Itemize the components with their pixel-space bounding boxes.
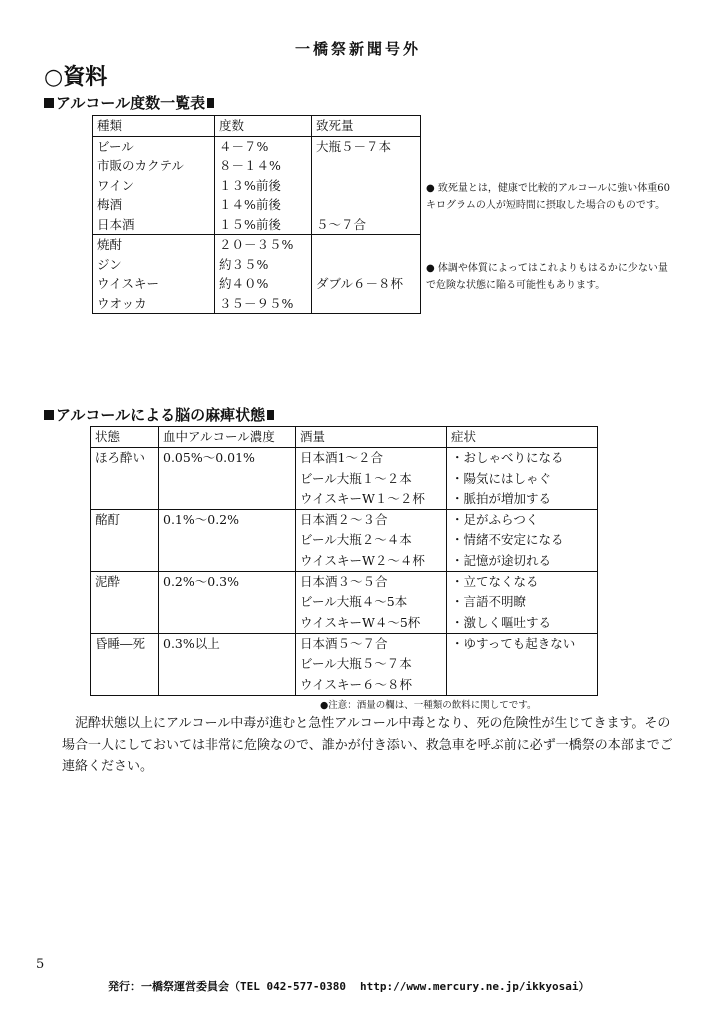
amount-line: 日本酒５～７合: [300, 635, 388, 651]
symptom-cell: [447, 448, 598, 510]
type-name: 焼酎: [97, 237, 123, 252]
amount-cell: [296, 510, 447, 572]
amount-line: ビール大瓶２～４本: [300, 532, 412, 548]
column-header-state: 状態: [91, 427, 159, 448]
symptom-line: ・おしゃべりになる: [451, 450, 564, 466]
degree-value: １４%前後: [219, 197, 281, 212]
amount-line: ウイスキー６～８杯: [300, 676, 413, 692]
symptom-line: ・陽気にはしゃぐ: [451, 470, 552, 486]
group2-degrees: [215, 235, 312, 314]
table-row-group2: [93, 235, 421, 314]
footnote: ●注意：酒量の欄は、一種類の飲料に関してです。: [320, 700, 537, 711]
symptom-line: ・立てなくなる: [451, 574, 539, 590]
footer-publisher: 発行：一橋祭運営委員会（TEL 042-577-0380: [108, 980, 346, 993]
type-name: ジン: [97, 256, 122, 272]
state-cell: ほろ酔い: [91, 448, 159, 510]
symptom-line: ・言語不明瞭: [451, 594, 527, 610]
spacer: [316, 156, 416, 215]
table-row: [91, 572, 598, 634]
brain-table-heading-text: アルコールによる脳の麻痺状態: [56, 406, 266, 424]
symptom-line: ・ゆすっても起きない: [451, 635, 576, 651]
degree-value: ８－１４%: [219, 158, 281, 173]
symptom-line: ・記憶が途切れる: [451, 552, 552, 568]
amount-line: ウイスキーW１～２杯: [300, 490, 425, 506]
symptom-line: ・足がふらつく: [451, 512, 539, 528]
amount-line: 日本酒２～３合: [300, 512, 388, 528]
column-header-lethal: 致死量: [312, 116, 421, 137]
concentration-cell: 0.3%以上: [159, 633, 296, 695]
type-name: ウイスキー: [97, 276, 160, 291]
degree-value: 約３５%: [219, 256, 269, 272]
symptom-cell: [447, 633, 598, 695]
footer: [108, 978, 590, 994]
state-cell: 酩酊: [91, 510, 159, 572]
table-row: [91, 510, 598, 572]
table-header-row: [91, 427, 598, 448]
brain-table-heading: [44, 404, 274, 425]
type-name: 梅酒: [97, 197, 123, 212]
table-row-group1: [93, 136, 421, 235]
type-name: 日本酒: [97, 216, 135, 232]
symptom-cell: [447, 572, 598, 634]
amount-line: 日本酒1～２合: [300, 450, 383, 466]
symptom-line: ・脈拍が増加する: [451, 490, 552, 506]
column-header-symptoms: 症状: [447, 427, 598, 448]
type-name: ウオッカ: [97, 295, 147, 311]
column-header-type: 種類: [93, 116, 215, 137]
section-title: ○資料: [44, 65, 108, 90]
amount-line: ビール大瓶１～２本: [300, 470, 412, 486]
amount-cell: [296, 633, 447, 695]
table-header-row: [93, 116, 421, 137]
type-name: ワイン: [97, 177, 135, 193]
note-text: 体調や体質によってはこれよりもはるかに少ない量で危険な状態に陥る可能性もあります。: [426, 263, 668, 291]
note-condition: ● 体調や体質によってはこれよりもはるかに少ない量で危険な状態に陥る可能性もあります。: [426, 263, 668, 291]
degree-value: ３５－９５%: [219, 295, 294, 311]
type-name: ビール: [97, 138, 134, 154]
amount-cell: [296, 572, 447, 634]
degree-value: ２０－３５%: [219, 237, 294, 252]
symptom-line: ・激しく嘔吐する: [451, 614, 552, 630]
amount-cell: [296, 448, 447, 510]
column-header-concentration: 血中アルコール濃度: [159, 427, 296, 448]
amount-line: ウイスキーW４～5杯: [300, 614, 421, 630]
symptom-line: ・情緒不安定になる: [451, 532, 564, 548]
table-row: [91, 633, 598, 695]
amount-line: ウイスキーW２～４杯: [300, 552, 425, 568]
alcohol-degree-table: [92, 115, 421, 314]
group2-names: [93, 235, 215, 314]
table-row: [91, 448, 598, 510]
state-cell: 昏睡―死: [91, 633, 159, 695]
group1-names: [93, 136, 215, 235]
degree-value: １３%前後: [219, 177, 281, 193]
amount-line: 日本酒３～５合: [300, 574, 388, 590]
degree-value: ４－７%: [219, 138, 269, 154]
concentration-cell: 0.05%～0.01%: [159, 448, 296, 510]
group2-lethal: [312, 235, 421, 314]
alcohol-table-heading-text: アルコール度数一覧表: [56, 94, 206, 112]
amount-line: ビール大瓶４～5本: [300, 594, 408, 610]
brain-paralysis-table: [90, 426, 598, 696]
state-cell: 泥酔: [91, 572, 159, 634]
group1-lethal: [312, 136, 421, 235]
degree-value: １５%前後: [219, 216, 281, 232]
column-header-amount: 酒量: [296, 427, 447, 448]
body-paragraph: 泥酔状態以上にアルコール中毒が進むと急性アルコール中毒となり、死の危険性が生じてきます。その場合一人にしておいては非常に危険なので、誰かが付き添い、救急車を呼ぶ前に必ず一橋祭の本部までご連絡ください。: [62, 716, 673, 774]
concentration-cell: 0.1%～0.2%: [159, 510, 296, 572]
lethal-dose: 大瓶５－７本: [316, 138, 392, 154]
newspaper-title: 一橋祭新聞号外: [294, 40, 421, 58]
type-name: 市販のカクテル: [97, 158, 184, 173]
page-number: 5: [36, 957, 45, 972]
note-lethal-dose: ● 致死量とは，健康で比較的アルコールに強い体重60キログラムの人が短時間に摂取した場合のものです。: [426, 183, 671, 211]
concentration-cell: 0.2%～0.3%: [159, 572, 296, 634]
lethal-dose: ５～７合: [316, 216, 367, 232]
group1-degrees: [215, 136, 312, 235]
column-header-degree: 度数: [215, 116, 312, 137]
footer-url: http://www.mercury.ne.jp/ikkyosai）: [359, 980, 590, 993]
amount-line: ビール大瓶５～７本: [300, 656, 412, 672]
symptom-cell: [447, 510, 598, 572]
spacer: [316, 235, 416, 274]
degree-value: 約４０%: [219, 276, 269, 291]
alcohol-table-heading: [44, 92, 214, 113]
lethal-dose: ダブル６－８杯: [316, 276, 404, 291]
note-text: 致死量とは，健康で比較的アルコールに強い体重60キログラムの人が短時間に摂取した場合のものです。: [426, 183, 671, 211]
